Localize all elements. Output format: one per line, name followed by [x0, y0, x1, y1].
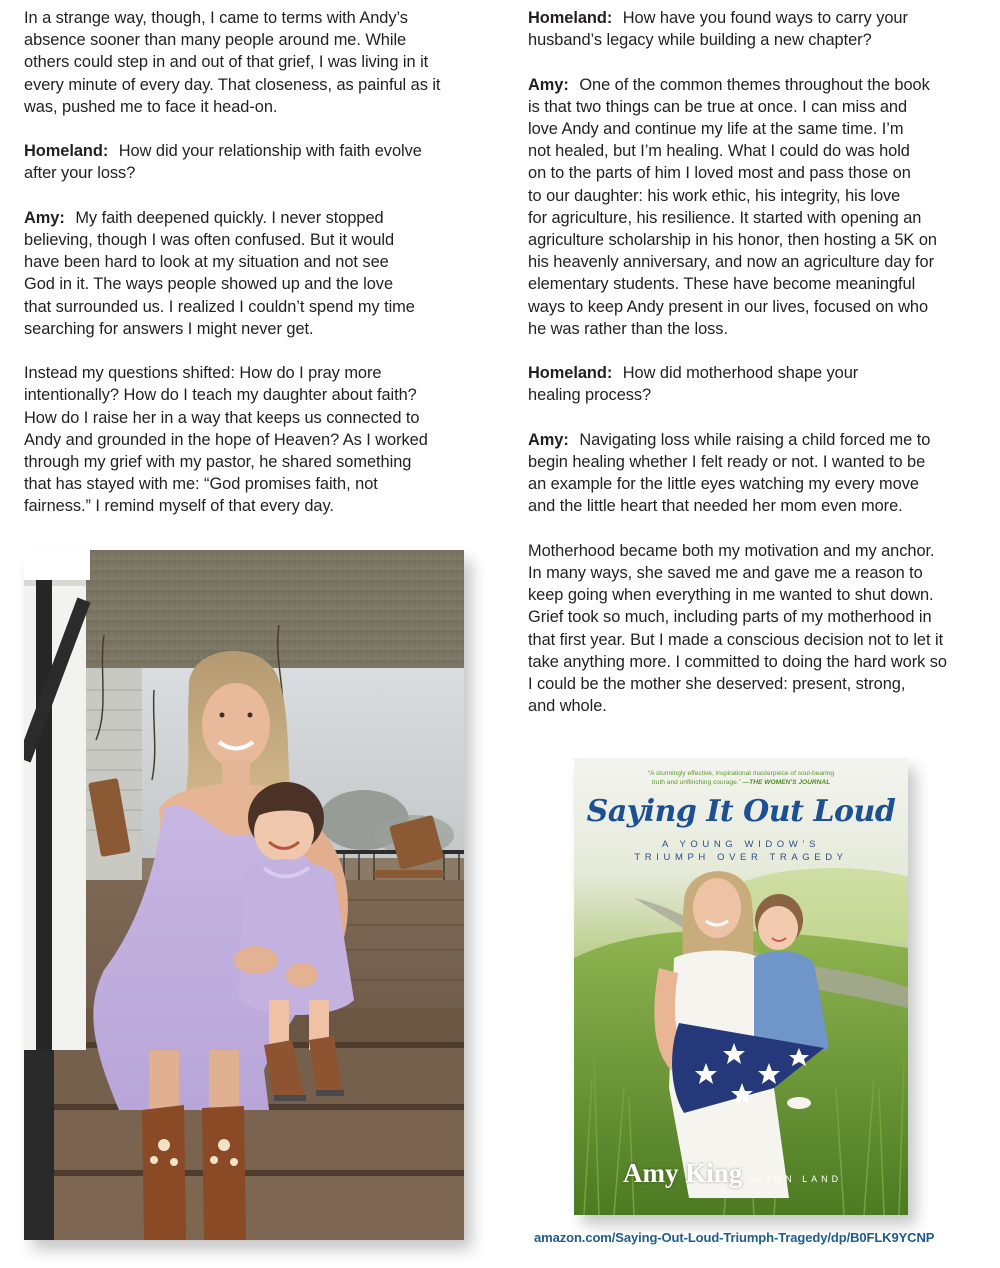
- text-line: [24, 451, 474, 473]
- line-text: was, pushed me to face it head-on.: [24, 97, 278, 116]
- text-line: [528, 118, 978, 140]
- text-line: [528, 273, 978, 295]
- text-line: [24, 51, 474, 73]
- text-line: [24, 473, 474, 495]
- line-text: healing process?: [528, 386, 652, 405]
- interview-question: [528, 7, 978, 51]
- line-text: Navigating loss while raising a child forced me to: [579, 430, 931, 449]
- text-line: [24, 229, 474, 251]
- book-subtitle: [574, 838, 908, 864]
- text-line: [528, 251, 978, 273]
- book-coauthor: JON LAND: [765, 1174, 843, 1184]
- speaker-label: Amy:: [528, 75, 569, 94]
- text-line: [528, 74, 978, 96]
- text-line: [24, 384, 474, 406]
- interview-answer: [528, 429, 978, 518]
- interview-question: [24, 140, 474, 184]
- cover-endorsement-quote: [574, 770, 908, 787]
- speaker-label: Homeland:: [528, 9, 613, 27]
- body-paragraph: [24, 7, 474, 118]
- text-line: [528, 318, 978, 340]
- text-line: [24, 407, 474, 429]
- line-text: fairness.” I remind myself of that every day.: [24, 497, 334, 516]
- text-line: [24, 362, 474, 384]
- text-line: [528, 495, 978, 517]
- text-line: [528, 29, 978, 51]
- line-text: How have you found ways to carry your: [622, 9, 908, 27]
- text-line: [24, 74, 474, 96]
- text-line: [528, 606, 978, 628]
- book-subtitle-line-1: A YOUNG WIDOW’S: [661, 839, 821, 850]
- line-text: Motherhood became both my motivation and my anchor.: [528, 541, 935, 560]
- line-text: I could be the mother she deserved: present, strong,: [528, 675, 906, 694]
- body-paragraph: [528, 540, 978, 718]
- speaker-label: Homeland:: [24, 142, 109, 161]
- text-line: [528, 207, 978, 229]
- line-text: love Andy and continue my life at the same time. I’m: [528, 120, 904, 138]
- line-text: keep going when everything in me wanted to shut down.: [528, 586, 934, 605]
- text-line: [24, 29, 474, 51]
- line-text: In many ways, she saved me and gave me a reason to: [528, 564, 923, 583]
- line-text: absence sooner than many people around me. While: [24, 31, 407, 50]
- text-line: [528, 695, 978, 717]
- amazon-book-link[interactable]: amazon.com/Saying-Out-Loud-Triumph-Tragedy/dp/B0FLK9YCNP: [534, 1230, 935, 1245]
- line-text: Grief took so much, including parts of my motherhood in: [528, 608, 932, 627]
- text-line: [24, 296, 474, 318]
- line-text: to our daughter: his work ethic, his integrity, his love: [528, 186, 901, 205]
- speaker-label: Amy:: [528, 430, 569, 449]
- line-text: How did your relationship with faith evolve: [118, 142, 422, 161]
- line-text: God in it. The ways people showed up and the love: [24, 275, 394, 294]
- text-line: [528, 96, 978, 118]
- text-line: [24, 495, 474, 517]
- text-line: [24, 96, 474, 118]
- text-line: [528, 673, 978, 695]
- text-line: [24, 318, 474, 340]
- text-line: [24, 7, 474, 29]
- line-text: is that two things can be true at once. I can miss and: [528, 97, 908, 116]
- line-text: that has stayed with me: “God promises faith, not: [24, 475, 378, 494]
- right-text-column: [528, 7, 978, 740]
- line-text: How do I raise her in a way that keeps us connected to: [24, 408, 420, 427]
- line-text: have been hard to look at my situation and not see: [24, 253, 389, 272]
- book-cover[interactable]: [574, 758, 908, 1215]
- line-text: begin healing whether I felt ready or not. I wanted to be: [528, 453, 926, 472]
- text-line: [24, 251, 474, 273]
- book-subtitle-line-2: TRIUMPH OVER TRAGEDY: [634, 852, 848, 863]
- line-text: My faith deepened quickly. I never stopped: [75, 208, 384, 227]
- interview-answer: [24, 207, 474, 340]
- book-title: Saying It Out Loud: [586, 794, 896, 829]
- line-text: One of the common themes throughout the book: [579, 75, 930, 94]
- text-line: [528, 384, 978, 406]
- line-text: he was rather than the loss.: [528, 319, 728, 338]
- line-text: Instead my questions shifted: How do I pray more: [24, 364, 382, 383]
- line-text: for agriculture, his resilience. It started with opening an: [528, 208, 922, 227]
- text-line: [24, 273, 474, 295]
- line-text: husband’s legacy while building a new chapter?: [528, 31, 872, 50]
- line-text: believing, though I was often confused. But it would: [24, 231, 395, 249]
- line-text: take anything more. I committed to doing the hard work so: [528, 652, 947, 671]
- line-text: an example for the little eyes watching my every move: [528, 475, 919, 494]
- text-line: [528, 140, 978, 162]
- line-text: Andy and grounded in the hope of Heaven? As I worked: [24, 430, 428, 449]
- porch-photo-illustration: [24, 550, 464, 1240]
- book-author: Amy King: [623, 1158, 743, 1188]
- cover-quote-line-1: “A stunningly effective, inspirational masterpiece of soul-bearing: [647, 770, 835, 777]
- text-line: [24, 207, 474, 229]
- text-line: [528, 229, 978, 251]
- text-line: [24, 162, 474, 184]
- line-text: agriculture scholarship in his honor, then hosting a 5K on: [528, 231, 937, 250]
- line-text: his heavenly anniversary, and now an agriculture day for: [528, 253, 934, 272]
- text-line: [528, 584, 978, 606]
- line-text: not healed, but I’m healing. What I could do was hold: [528, 142, 910, 161]
- cover-quote-line-2: truth and unflinching courage.”: [651, 778, 741, 786]
- line-text: searching for answers I might never get.: [24, 319, 314, 338]
- text-line: [528, 473, 978, 495]
- interview-question: [528, 362, 978, 406]
- line-text: that surrounded us. I realized I couldn’t spend my time: [24, 297, 415, 316]
- text-line: [528, 429, 978, 451]
- text-line: [528, 162, 978, 184]
- text-line: [528, 540, 978, 562]
- text-line: [528, 562, 978, 584]
- line-text: through my grief with my pastor, he shared something: [24, 453, 412, 472]
- text-line: [528, 651, 978, 673]
- interview-answer: [528, 74, 978, 340]
- line-text: elementary students. These have become meaningful: [528, 275, 916, 294]
- book-author-line: [623, 1158, 842, 1189]
- with-label: with: [748, 1175, 762, 1184]
- line-text: others could step in and out of that grief, I was living in it: [24, 53, 429, 72]
- text-line: [528, 451, 978, 473]
- line-text: intentionally? How do I teach my daughter about faith?: [24, 386, 417, 405]
- text-line: [528, 7, 978, 29]
- text-line: [528, 362, 978, 384]
- text-line: [24, 429, 474, 451]
- line-text: and whole.: [528, 697, 607, 716]
- body-paragraph: [24, 362, 474, 517]
- text-line: [528, 629, 978, 651]
- line-text: on to the parts of him I loved most and pass those on: [528, 164, 911, 183]
- speaker-label: Homeland:: [528, 364, 613, 383]
- line-text: and the little heart that needed her mom even more.: [528, 497, 903, 516]
- line-text: How did motherhood shape your: [622, 364, 859, 383]
- speaker-label: Amy:: [24, 208, 65, 227]
- line-text: after your loss?: [24, 164, 136, 183]
- cover-quote-source: —THE WOMEN’S JOURNAL: [742, 778, 831, 786]
- left-text-column: [24, 7, 474, 540]
- text-line: [24, 140, 474, 162]
- line-text: ways to keep Andy present in our lives, focused on who: [528, 297, 929, 316]
- porch-photo: [24, 550, 464, 1240]
- line-text: every minute of every day. That closeness, as painful as it: [24, 75, 441, 94]
- text-line: [528, 296, 978, 318]
- line-text: In a strange way, though, I came to terms with Andy’s: [24, 9, 408, 27]
- text-line: [528, 185, 978, 207]
- line-text: that first year. But I made a conscious decision not to let it: [528, 630, 944, 649]
